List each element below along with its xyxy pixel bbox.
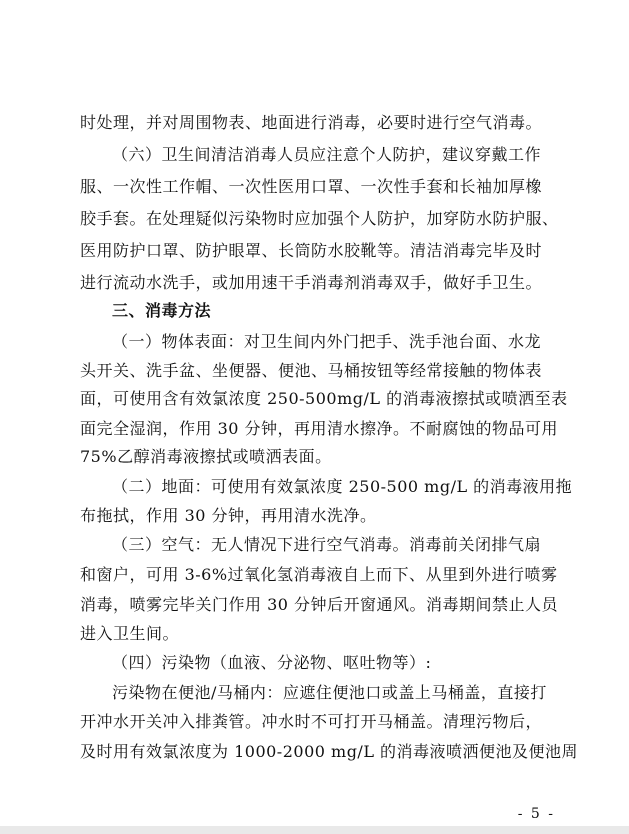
text-line: （四）污染物（血液、分泌物、呕吐物等）: bbox=[112, 653, 432, 672]
page-bottom-edge bbox=[0, 826, 629, 834]
text-line: （一）物体表面：对卫生间内外门把手、洗手池台面、水龙 bbox=[112, 332, 542, 351]
text-line: 面，可使用含有效氯浓度 250-500mg/L 的消毒液擦拭或喷洒至表 bbox=[80, 389, 568, 408]
text-line: 污染物在便池/马桶内：应遮住便池口或盖上马桶盖，直接打 bbox=[112, 683, 547, 702]
text-line: 胶手套。在处理疑似污染物时应加强个人防护，加穿防水防护服、 bbox=[80, 209, 559, 228]
text-line: 服、一次性工作帽、一次性医用口罩、一次性手套和长袖加厚橡 bbox=[80, 177, 543, 196]
text-line: 开冲水开关冲入排粪管。冲水时不可打开马桶盖。清理污物后， bbox=[80, 712, 543, 731]
text-line: 消毒，喷雾完毕关门作用 30 分钟后开窗通风。消毒期间禁止人员 bbox=[80, 595, 559, 614]
text-line: 进入卫生间。 bbox=[80, 624, 180, 643]
text-line: （六）卫生间清洁消毒人员应注意个人防护，建议穿戴工作 bbox=[112, 145, 542, 164]
text-line: 头开关、洗手盆、坐便器、便池、马桶按钮等经常接触的物体表 bbox=[80, 361, 543, 380]
text-line: 进行流动水洗手，或加用速干手消毒剂消毒双手，做好手卫生。 bbox=[80, 273, 543, 292]
text-line: 75%乙醇消毒液擦拭或喷洒表面。 bbox=[80, 447, 332, 466]
text-line: （三）空气：无人情况下进行空气消毒。消毒前关闭排气扇 bbox=[112, 535, 542, 554]
text-line: 及时用有效氯浓度为 1000-2000 mg/L 的消毒液喷洒便池及便池周 bbox=[80, 742, 579, 761]
text-line: （二）地面：可使用有效氯浓度 250-500 mg/L 的消毒液用拖 bbox=[112, 477, 573, 496]
text-line: 时处理，并对周围物表、地面进行消毒，必要时进行空气消毒。 bbox=[80, 113, 543, 132]
text-line: 医用防护口罩、防护眼罩、长筒防水胶靴等。清洁消毒完毕及时 bbox=[80, 241, 543, 260]
text-line: 面完全湿润，作用 30 分钟，再用清水擦净。不耐腐蚀的物品可用 bbox=[80, 419, 559, 438]
text-line: 布拖拭，作用 30 分钟，再用清水洗净。 bbox=[80, 506, 377, 525]
page-number: - 5 - bbox=[517, 806, 555, 822]
section-heading: 三、消毒方法 bbox=[112, 301, 212, 320]
text-line: 和窗户，可用 3-6%过氧化氢消毒液自上而下、从里到外进行喷雾 bbox=[80, 565, 558, 584]
